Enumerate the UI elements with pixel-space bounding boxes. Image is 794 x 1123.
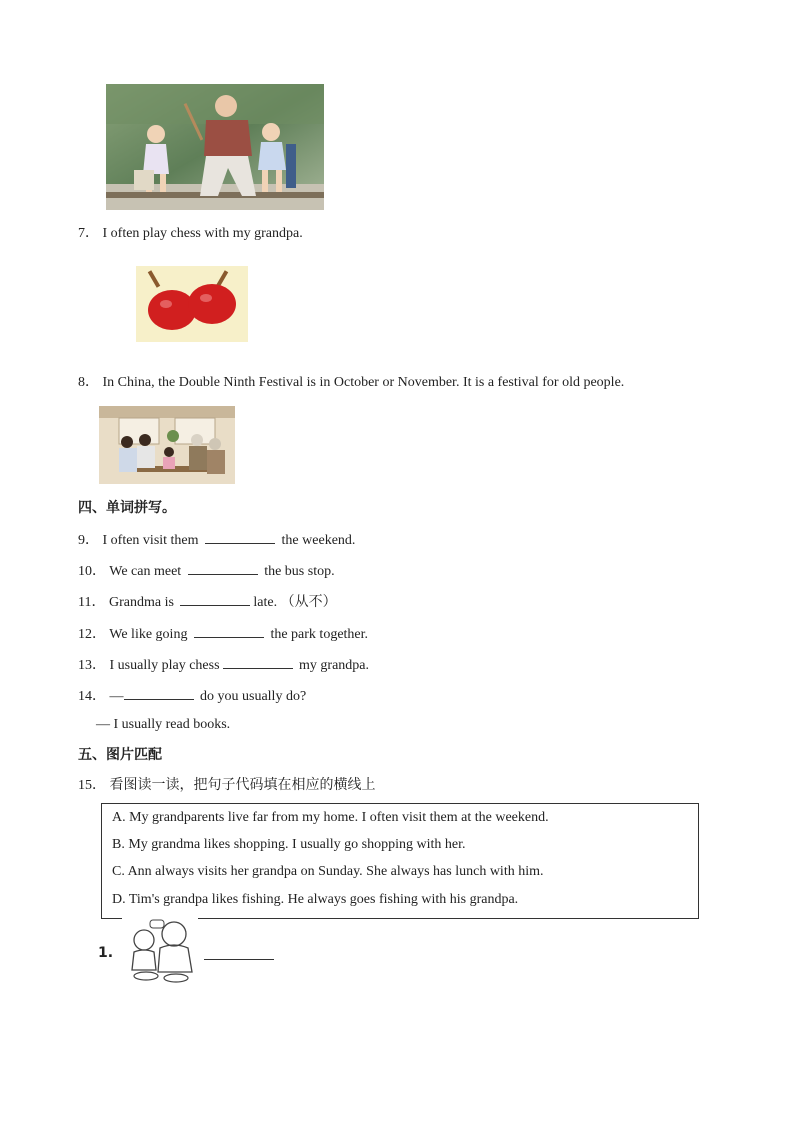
question-13 [78, 655, 369, 675]
answer-blank[interactable] [180, 592, 250, 606]
question-7 [78, 225, 303, 243]
option-c: C. Ann always visits her grandpa on Sunday. She always has lunch with him. [112, 864, 544, 879]
options-box [101, 803, 699, 919]
question-8 [78, 374, 624, 392]
question-text-before: We like going [109, 627, 188, 642]
question-14-answer: — I usually read books. [96, 717, 231, 732]
section-4-title: 四、单词拼写。 [78, 500, 176, 516]
question-number: 7． [78, 226, 99, 241]
question-9 [78, 530, 355, 550]
question-text-after: my grandpa. [299, 658, 370, 673]
chinese-hint: （从不） [280, 594, 337, 610]
dialogue-dash: — [109, 689, 124, 704]
question-10 [78, 561, 335, 581]
question-text: In China, the Double Ninth Festival is in October or November. It is a festival for old people. [102, 375, 625, 390]
question-number: 8． [78, 375, 99, 390]
question-14 [78, 686, 306, 706]
question-number: 12． [78, 627, 106, 642]
question-text-after: late. [253, 595, 278, 610]
question-text-after: the park together. [270, 627, 369, 642]
question-12 [78, 624, 368, 644]
family-photo [99, 406, 235, 484]
question-text-before: I usually play chess [109, 658, 220, 673]
question-number: 10． [78, 564, 106, 579]
question-text-after: the bus stop. [264, 564, 335, 579]
question-11 [78, 592, 337, 612]
match-item-1-answer-blank[interactable] [204, 959, 274, 960]
section-5-title: 五、图片匹配 [78, 747, 162, 763]
question-number: 15． [78, 778, 106, 793]
option-a: A. My grandparents live far from my home. I often visit them at the weekend. [112, 810, 549, 825]
grandpa-kids-photo [106, 84, 324, 210]
question-text-after: the weekend. [281, 533, 356, 548]
match-item-1-label: 1. [98, 945, 114, 961]
question-15-instruction-row [78, 776, 376, 795]
question-number: 11． [78, 595, 106, 610]
question-text-after: do you usually do? [200, 689, 307, 704]
grandpa-kids-illustration [106, 84, 324, 210]
ping-pong-paddles-illustration [136, 266, 248, 342]
family-illustration [99, 406, 235, 484]
answer-blank[interactable] [124, 686, 194, 700]
question-text-before: We can meet [109, 564, 182, 579]
answer-blank[interactable] [223, 655, 293, 669]
option-b: B. My grandma likes shopping. I usually go shopping with her. [112, 837, 466, 852]
answer-blank[interactable] [194, 624, 264, 638]
question-number: 9． [78, 533, 99, 548]
answer-blank[interactable] [188, 561, 258, 575]
question-text-before: Grandma is [108, 595, 174, 610]
question-text-before: I often visit them [102, 533, 199, 548]
answer-blank[interactable] [205, 530, 275, 544]
grandpa-child-cartoon [122, 918, 198, 984]
question-number: 14． [78, 689, 106, 704]
question-number: 13． [78, 658, 106, 673]
question-15-instruction: 看图读一读，把句子代码填在相应的横线上 [109, 777, 376, 793]
option-d: D. Tim's grandpa likes fishing. He always goes fishing with his grandpa. [112, 892, 519, 907]
ping-pong-paddles-image [136, 266, 248, 342]
question-text: I often play chess with my grandpa. [102, 226, 303, 241]
grandpa-child-cartoon-illustration [122, 918, 198, 984]
